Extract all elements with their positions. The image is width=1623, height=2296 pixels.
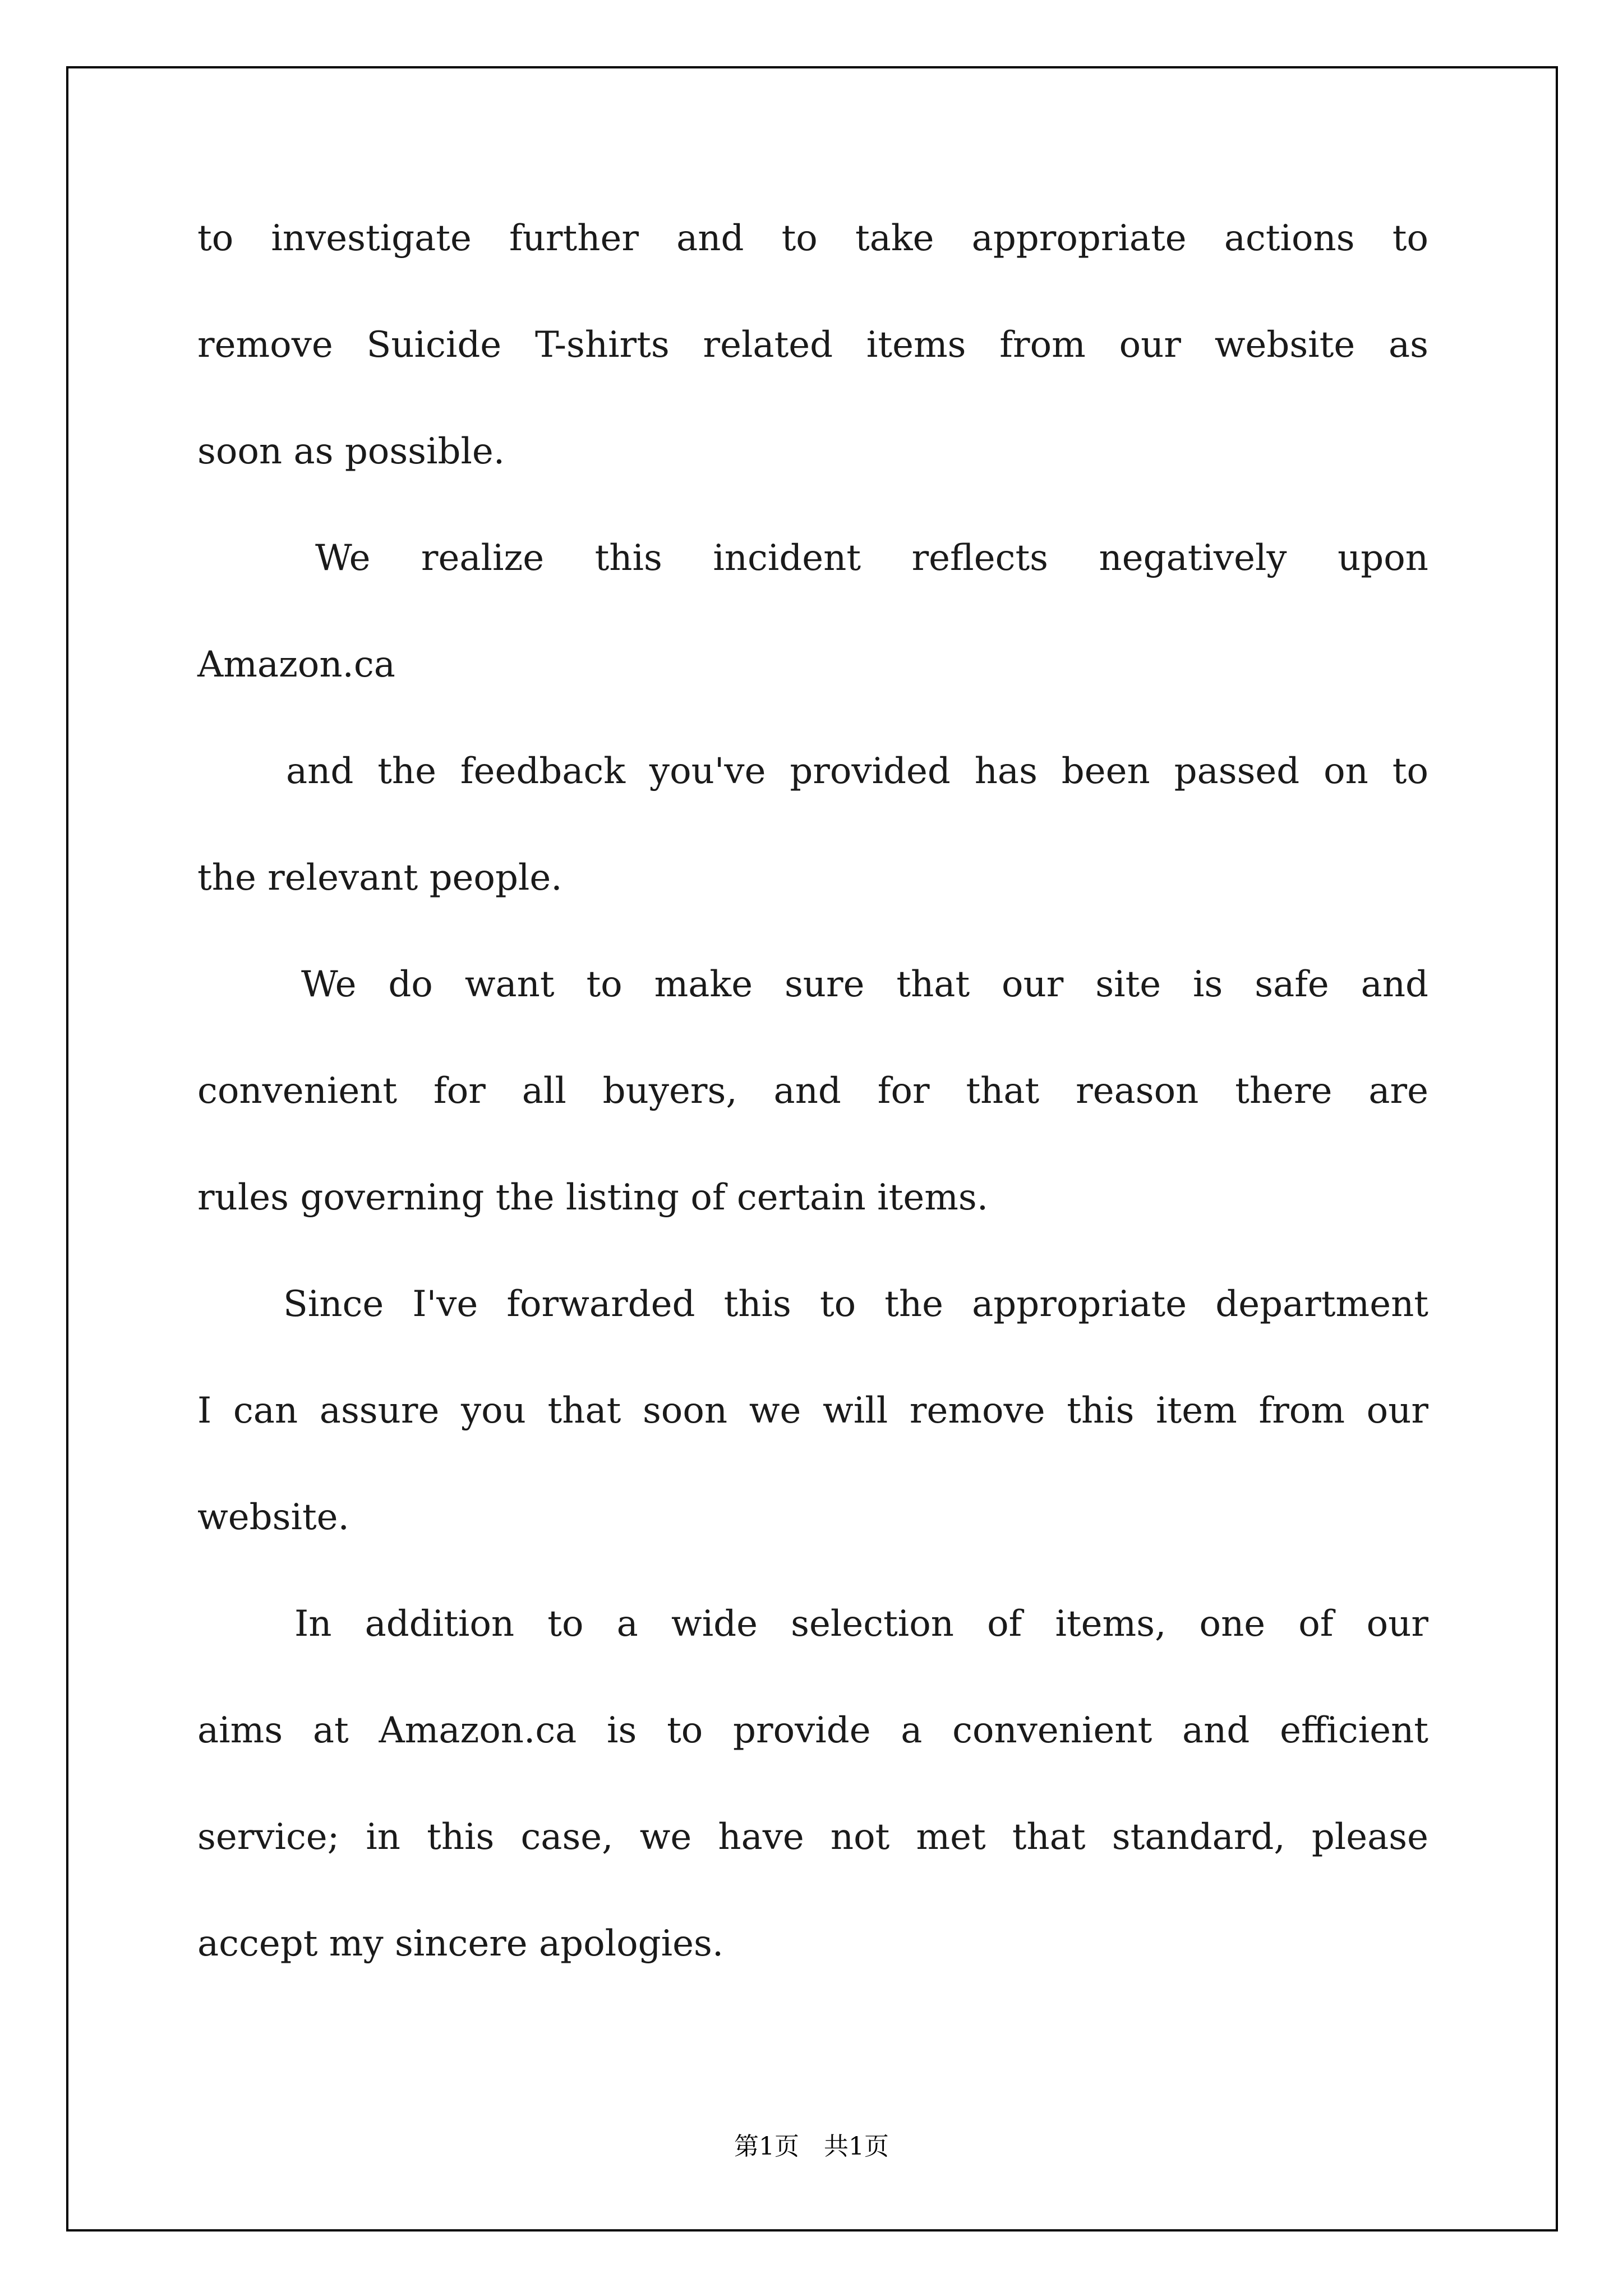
text-line: I can assure you that soon we will remove this item from our <box>197 1390 1428 1432</box>
text-line: We realize this incident reflects negatively upon <box>315 537 1428 579</box>
page-border <box>66 66 1558 2231</box>
text-line: and the feedback you've provided has been passed on to <box>286 751 1428 792</box>
text-line: In addition to a wide selection of items, one of our <box>294 1603 1428 1645</box>
text-line: soon as possible. <box>197 431 505 472</box>
page-number-footer: 第1页 共1页 <box>734 2132 889 2161</box>
text-line: to investigate further and to take appropriate actions to <box>197 218 1428 259</box>
text-line: Since I've forwarded this to the appropriate department <box>283 1283 1428 1325</box>
text-line: Amazon.ca <box>197 644 395 685</box>
text-line: service; in this case, we have not met that standard, please <box>197 1816 1428 1858</box>
text-line: accept my sincere apologies. <box>197 1923 724 1964</box>
text-line: remove Suicide T-shirts related items from our website as <box>197 324 1428 366</box>
text-line: rules governing the listing of certain items. <box>197 1177 989 1218</box>
text-line: convenient for all buyers, and for that reason there are <box>197 1070 1428 1112</box>
text-line: the relevant people. <box>197 857 562 899</box>
text-line: aims at Amazon.ca is to provide a convenient and efficient <box>197 1710 1428 1751</box>
text-line: website. <box>197 1497 349 1538</box>
text-line: We do want to make sure that our site is safe and <box>301 964 1428 1005</box>
